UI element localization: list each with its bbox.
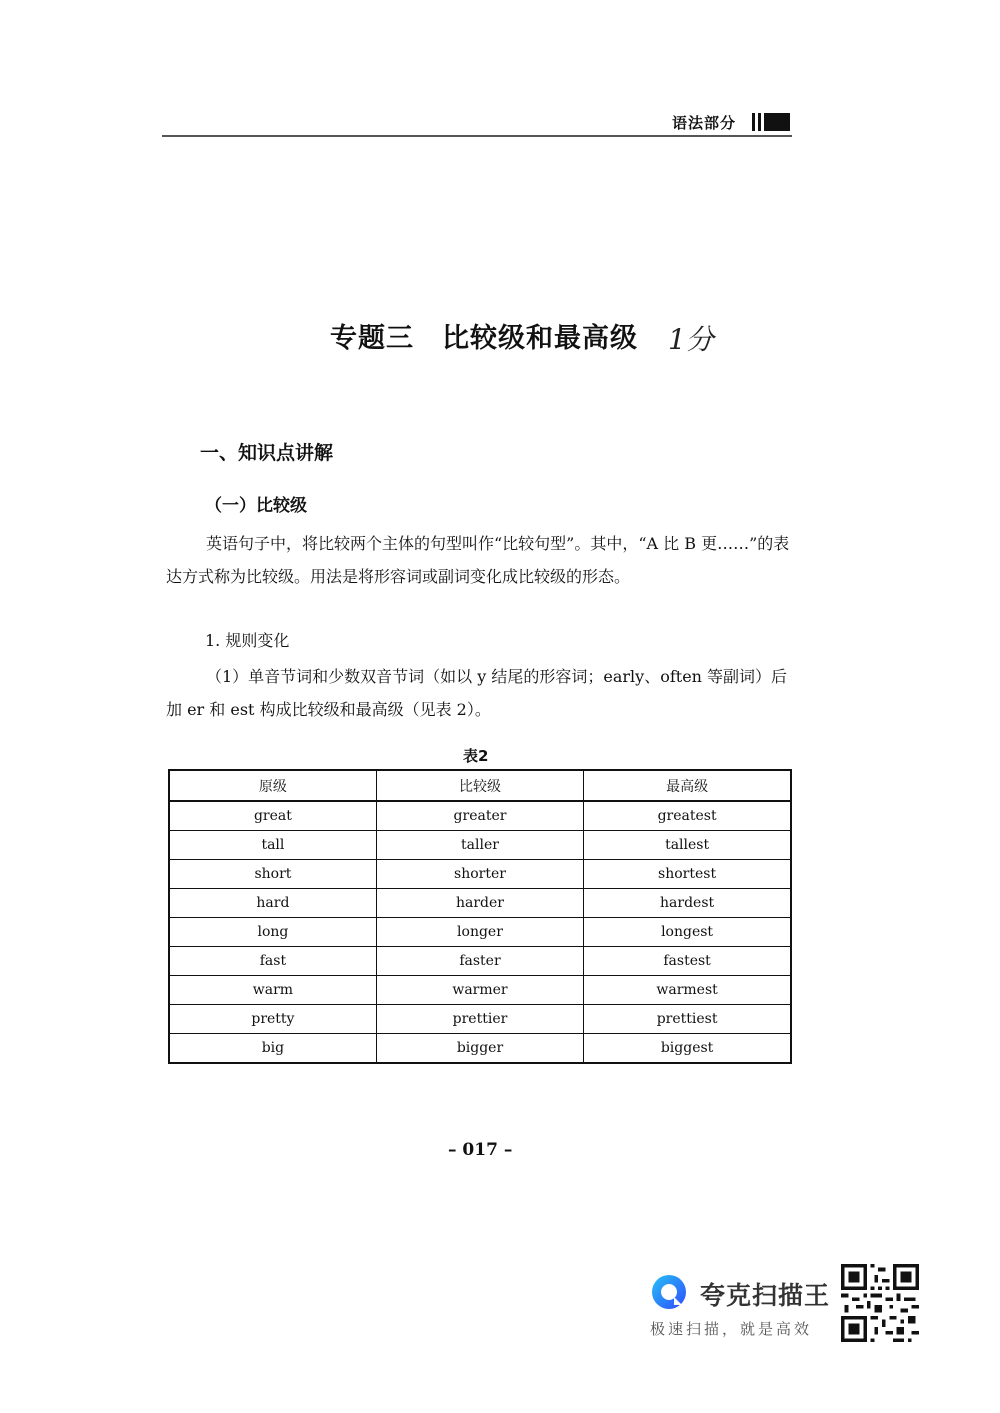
table-cell: pretty bbox=[169, 1005, 376, 1034]
table-cell: warm bbox=[169, 976, 376, 1005]
table-cell: short bbox=[169, 860, 376, 889]
table-cell: warmer bbox=[376, 976, 583, 1005]
table-cell: longest bbox=[584, 918, 791, 947]
table-row bbox=[169, 918, 791, 947]
table-cell: prettiest bbox=[584, 1005, 791, 1034]
chapter-title: 专题三 比较级和最高级 bbox=[330, 323, 638, 354]
section-heading: 一、知识点讲解 bbox=[200, 442, 334, 464]
table-cell: greatest bbox=[584, 801, 791, 831]
qr-code-icon bbox=[838, 1264, 922, 1342]
intro-paragraph: 英语句子中，将比较两个主体的句型叫作“比较句型”。其中，“A 比 B 更……”的表达方式称为比较级。用法是将形容词或副词变化成比较级的形态。 bbox=[166, 534, 790, 586]
table-cell: prettier bbox=[376, 1005, 583, 1034]
table-cell: faster bbox=[376, 947, 583, 976]
table-cell: great bbox=[169, 801, 376, 831]
quark-logo-icon bbox=[650, 1273, 688, 1311]
table-row bbox=[169, 976, 791, 1005]
table-cell: bigger bbox=[376, 1034, 583, 1064]
table-cell: shorter bbox=[376, 860, 583, 889]
handwritten-note: 1分 bbox=[668, 323, 714, 356]
table-cell: harder bbox=[376, 889, 583, 918]
table-cell: long bbox=[169, 918, 376, 947]
table-cell: warmest bbox=[584, 976, 791, 1005]
table-cell: tallest bbox=[584, 831, 791, 860]
table-row bbox=[169, 831, 791, 860]
column-header: 最高级 bbox=[584, 770, 791, 801]
table-cell: big bbox=[169, 1034, 376, 1064]
table-cell: greater bbox=[376, 801, 583, 831]
table-cell: biggest bbox=[584, 1034, 791, 1064]
column-header: 原级 bbox=[169, 770, 376, 801]
comparison-table bbox=[168, 769, 792, 1064]
table-row bbox=[169, 947, 791, 976]
column-header: 比较级 bbox=[376, 770, 583, 801]
running-header: 语法部分 bbox=[672, 114, 737, 132]
table-cell: taller bbox=[376, 831, 583, 860]
table-header-row bbox=[169, 770, 791, 801]
table-cell: fast bbox=[169, 947, 376, 976]
page-number: – 017 – bbox=[448, 1140, 513, 1160]
header-bar-marks bbox=[752, 113, 790, 131]
table-caption: 表2 bbox=[463, 747, 489, 765]
table-cell: shortest bbox=[584, 860, 791, 889]
table-cell: tall bbox=[169, 831, 376, 860]
scanner-slogan: 极速扫描，就是高效 bbox=[650, 1320, 813, 1338]
table-row bbox=[169, 1034, 791, 1064]
header-rule bbox=[162, 135, 792, 137]
table-cell: hardest bbox=[584, 889, 791, 918]
table-cell: hard bbox=[169, 889, 376, 918]
table-row bbox=[169, 860, 791, 889]
table-row bbox=[169, 801, 791, 831]
table-row bbox=[169, 1005, 791, 1034]
table-row bbox=[169, 889, 791, 918]
rule-heading: 1. 规则变化 bbox=[205, 631, 290, 650]
table-cell: longer bbox=[376, 918, 583, 947]
scanner-brand-name: 夸克扫描王 bbox=[700, 1281, 831, 1310]
subsection-heading: （一）比较级 bbox=[205, 496, 307, 516]
table-cell: fastest bbox=[584, 947, 791, 976]
rule-paragraph: （1）单音节词和少数双音节词（如以 y 结尾的形容词；early、often 等副词）后加 er 和 est 构成比较级和最高级（见表 2）。 bbox=[166, 667, 788, 719]
